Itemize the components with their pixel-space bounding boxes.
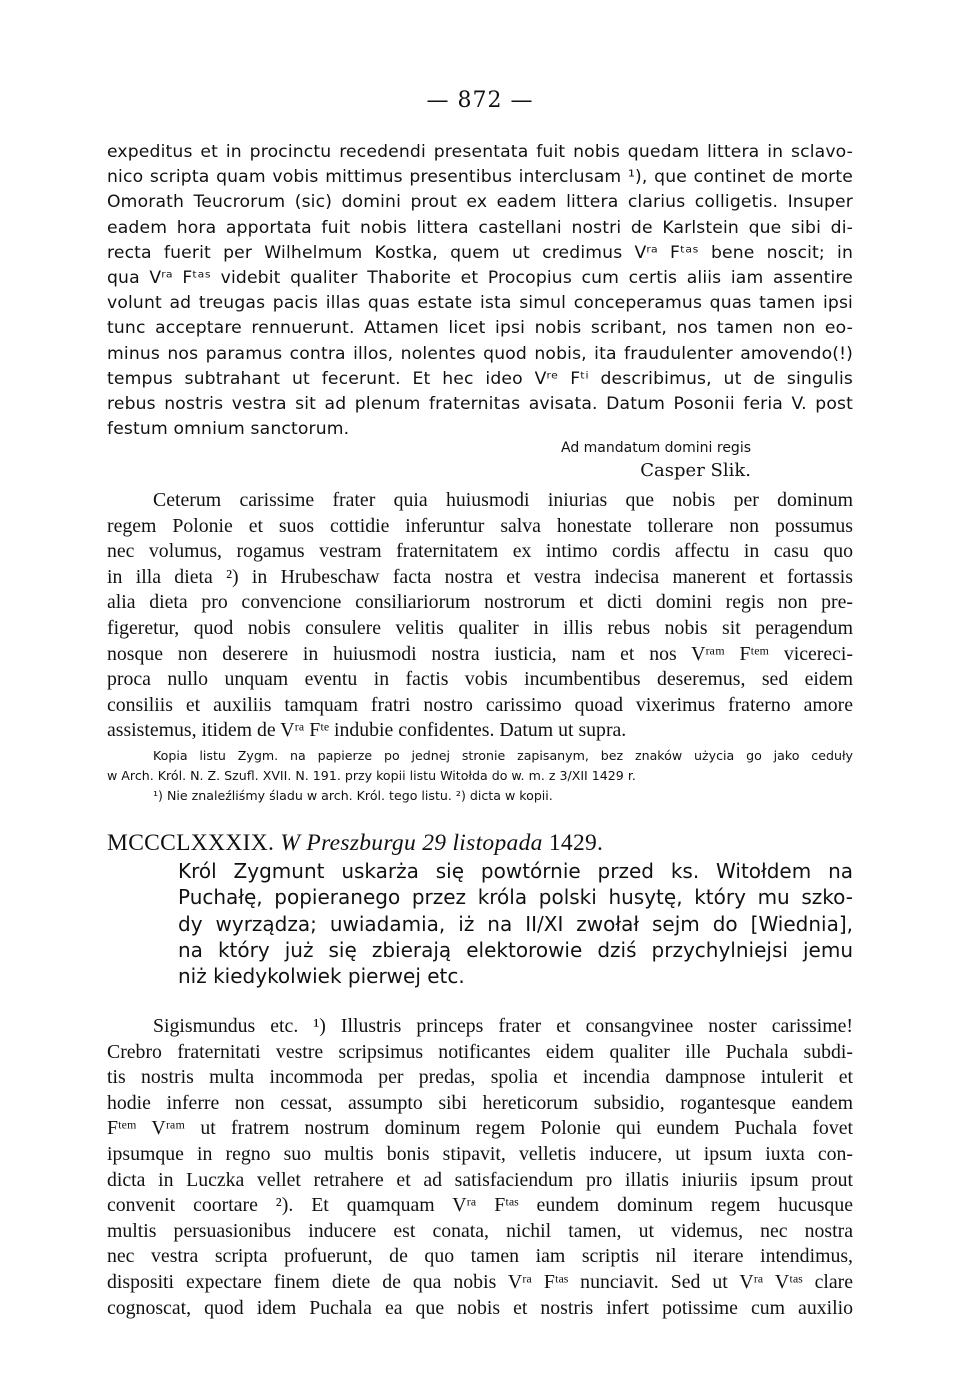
text-line: Sigismundus etc. ¹) Illustris princeps frater et consangvinee noster carissime! bbox=[153, 1015, 853, 1037]
text-line: in illa dieta ²) in Hrubeschaw facta nostra et vestra indecisa manerent et fortassis bbox=[107, 565, 853, 588]
text-line: hodie inferre non cessat, assumpto sibi hereticorum subsidio, rogantesque eandem bbox=[107, 1091, 853, 1114]
text-line: regem Polonie et suos cottidie inferuntur salva honestate tollerare non possumus bbox=[107, 514, 853, 537]
signature-mandate: Ad mandatum domini regis bbox=[561, 440, 751, 456]
text-line: convenit coortare ²). Et quamquam Vʳᵃ Fᵗᵃˢ eundem dominum regem hucusque bbox=[107, 1194, 853, 1217]
text-line: Crebro fraternitati vestre scripsimus notificantes eidem qualiter ille Puchala subdi- bbox=[107, 1040, 853, 1063]
text-line: Fᵗᵉᵐ Vʳᵃᵐ ut fratrem nostrum dominum regem Polonie qui eundem Puchala fovet bbox=[107, 1117, 853, 1140]
text-line: tis nostris multa incommoda per predas, spolia et incendia dampnose intulerit et bbox=[107, 1066, 853, 1089]
text-line: multis persuasionibus inducere est conata, nichil tamen, ut videmus, nec nostra bbox=[107, 1219, 853, 1242]
regest-summary bbox=[178, 858, 853, 989]
document-year: 1429. bbox=[548, 830, 604, 856]
text-line: nec vestra scripta profuerunt, de quo tamen iam scriptis nil iterare intendimus, bbox=[107, 1245, 853, 1268]
text-line: consiliis et auxiliis tamquam fratri nostro carissimo quoad vixerimus fraterno amore bbox=[107, 693, 853, 716]
regest-line: dy wyrządza; uwiadamia, iż na II/XI zwołał sejm do [Wiednia], bbox=[178, 911, 853, 936]
text-line: ipsumque in regno suo multis bonis stipavit, velletis inducere, ut ipsum iuxta con- bbox=[107, 1142, 853, 1165]
text-line: rebus nostris vestra sit ad plenum fraternitas avisata. Datum Posonii feria V. post bbox=[107, 394, 853, 415]
text-line: alia dieta pro convencione consiliariorum nostrorum et dicti domini regis non pre- bbox=[107, 591, 853, 614]
text-line: figeretur, quod nobis consulere velitis qualiter in illis rebus nobis sit peragendum bbox=[107, 616, 853, 639]
text-line: volunt ad treugas pacis illas quas estate ista simul conceperamus quas tamen ipsi bbox=[107, 293, 853, 314]
text-line: assistemus, itidem de Vʳᵃ Fᵗᵉ indubie confidentes. Datum ut supra. bbox=[107, 719, 627, 742]
regest-line: Król Zygmunt uskarża się powtórnie przed ks. Witołdem na bbox=[178, 859, 853, 883]
text-line: proca nullo unquam eventu in factis vobis incumbentibus deseremus, sed eidem bbox=[107, 668, 853, 691]
text-line: cognoscat, quod idem Puchala ea que nobis et nostris infert potissime cum auxilio bbox=[107, 1296, 853, 1319]
document-number: MCCCLXXXIX. bbox=[107, 830, 275, 856]
note-line: Kopia listu Zygm. na papierze po jednej stronie zapisanym, bez znaków użycia go jako ceduły bbox=[153, 748, 853, 763]
regest-line: niż kiedykolwiek pierwej etc. bbox=[178, 964, 465, 989]
document-heading bbox=[107, 828, 853, 858]
text-line: dispositi expectare finem diete de qua nobis Vʳᵃ Fᵗᵃˢ nunciavit. Sed ut Vʳᵃ Vᵗᵃˢ clare bbox=[107, 1270, 853, 1293]
text-line: nico scripta quam vobis mittimus presentibus interclusam ¹), que continet de morte bbox=[107, 167, 853, 188]
text-line: tunc acceptare rennuerunt. Attamen licet ipsi nobis scribant, nos tamen non eo- bbox=[107, 318, 853, 339]
note-line: w Arch. Król. N. Z. Szufl. XVII. N. 191. przy kopii listu Witołda do w. m. z 3/XII 1429 r. bbox=[107, 768, 636, 783]
page-number: — 872 — bbox=[426, 88, 534, 113]
letter-paragraph-3 bbox=[107, 1014, 853, 1321]
letter-paragraph-1 bbox=[107, 140, 853, 442]
regest-line: Puchałę, popieranego przez króla polski husytę, który mu szko- bbox=[178, 885, 853, 910]
text-line: qua Vʳᵃ Fᵗᵃˢ videbit qualiter Thaborite et Procopius cum certis aliis iam assentire bbox=[107, 268, 853, 289]
signature-name: Casper Slik. bbox=[640, 460, 751, 481]
text-line: Ceterum carissime frater quia huiusmodi iniurias que nobis per dominum bbox=[153, 489, 853, 511]
text-line: nosque non deserere in huiusmodi nostra iusticia, nam et nos Vʳᵃᵐ Fᵗᵉᵐ vicereci- bbox=[107, 642, 853, 665]
text-line: recta fuerit per Wilhelmum Kostka, quem ut credimus Vʳᵃ Fᵗᵃˢ bene noscit; in bbox=[107, 242, 853, 263]
letter-paragraph-2 bbox=[107, 488, 853, 744]
text-line: expeditus et in procinctu recedendi presentata fuit nobis quedam littera in sclavo- bbox=[107, 142, 853, 162]
text-line: nec volumus, rogamus vestram fraternitatem ex intimo cordis affectu in casu quo bbox=[107, 540, 853, 563]
regest-line: na który już się zbierają elektorowie dziś przychylniejsi jemu bbox=[178, 937, 853, 962]
text-line: dicta in Luczka vellet retrahere et ad satisfaciendum pro illatis iniuriis ipsum prout bbox=[107, 1168, 853, 1191]
document-place-date: W Preszburgu 29 listopada bbox=[280, 830, 543, 856]
text-line: Omorath Teucrorum (sic) domini prout ex eadem littera clarius colligetis. Insuper bbox=[107, 192, 853, 213]
editorial-notes bbox=[107, 746, 853, 806]
footnote-line: ¹) Nie znaleźliśmy śladu w arch. Król. tego listu. ²) dicta w kopii. bbox=[153, 788, 553, 803]
text-line: eadem hora apportata fuit nobis littera castellani nostri de Karlstein que sibi di- bbox=[107, 217, 853, 238]
text-line: minus nos paramus contra illos, nolentes quod nobis, ita fraudulenter amovendo(!) bbox=[107, 343, 853, 364]
text-line: festum omnium sanctorum. bbox=[107, 419, 350, 440]
text-line: tempus subtrahant ut fecerunt. Et hec ideo Vʳᵉ Fᵗⁱ describimus, ut de singulis bbox=[107, 368, 853, 389]
